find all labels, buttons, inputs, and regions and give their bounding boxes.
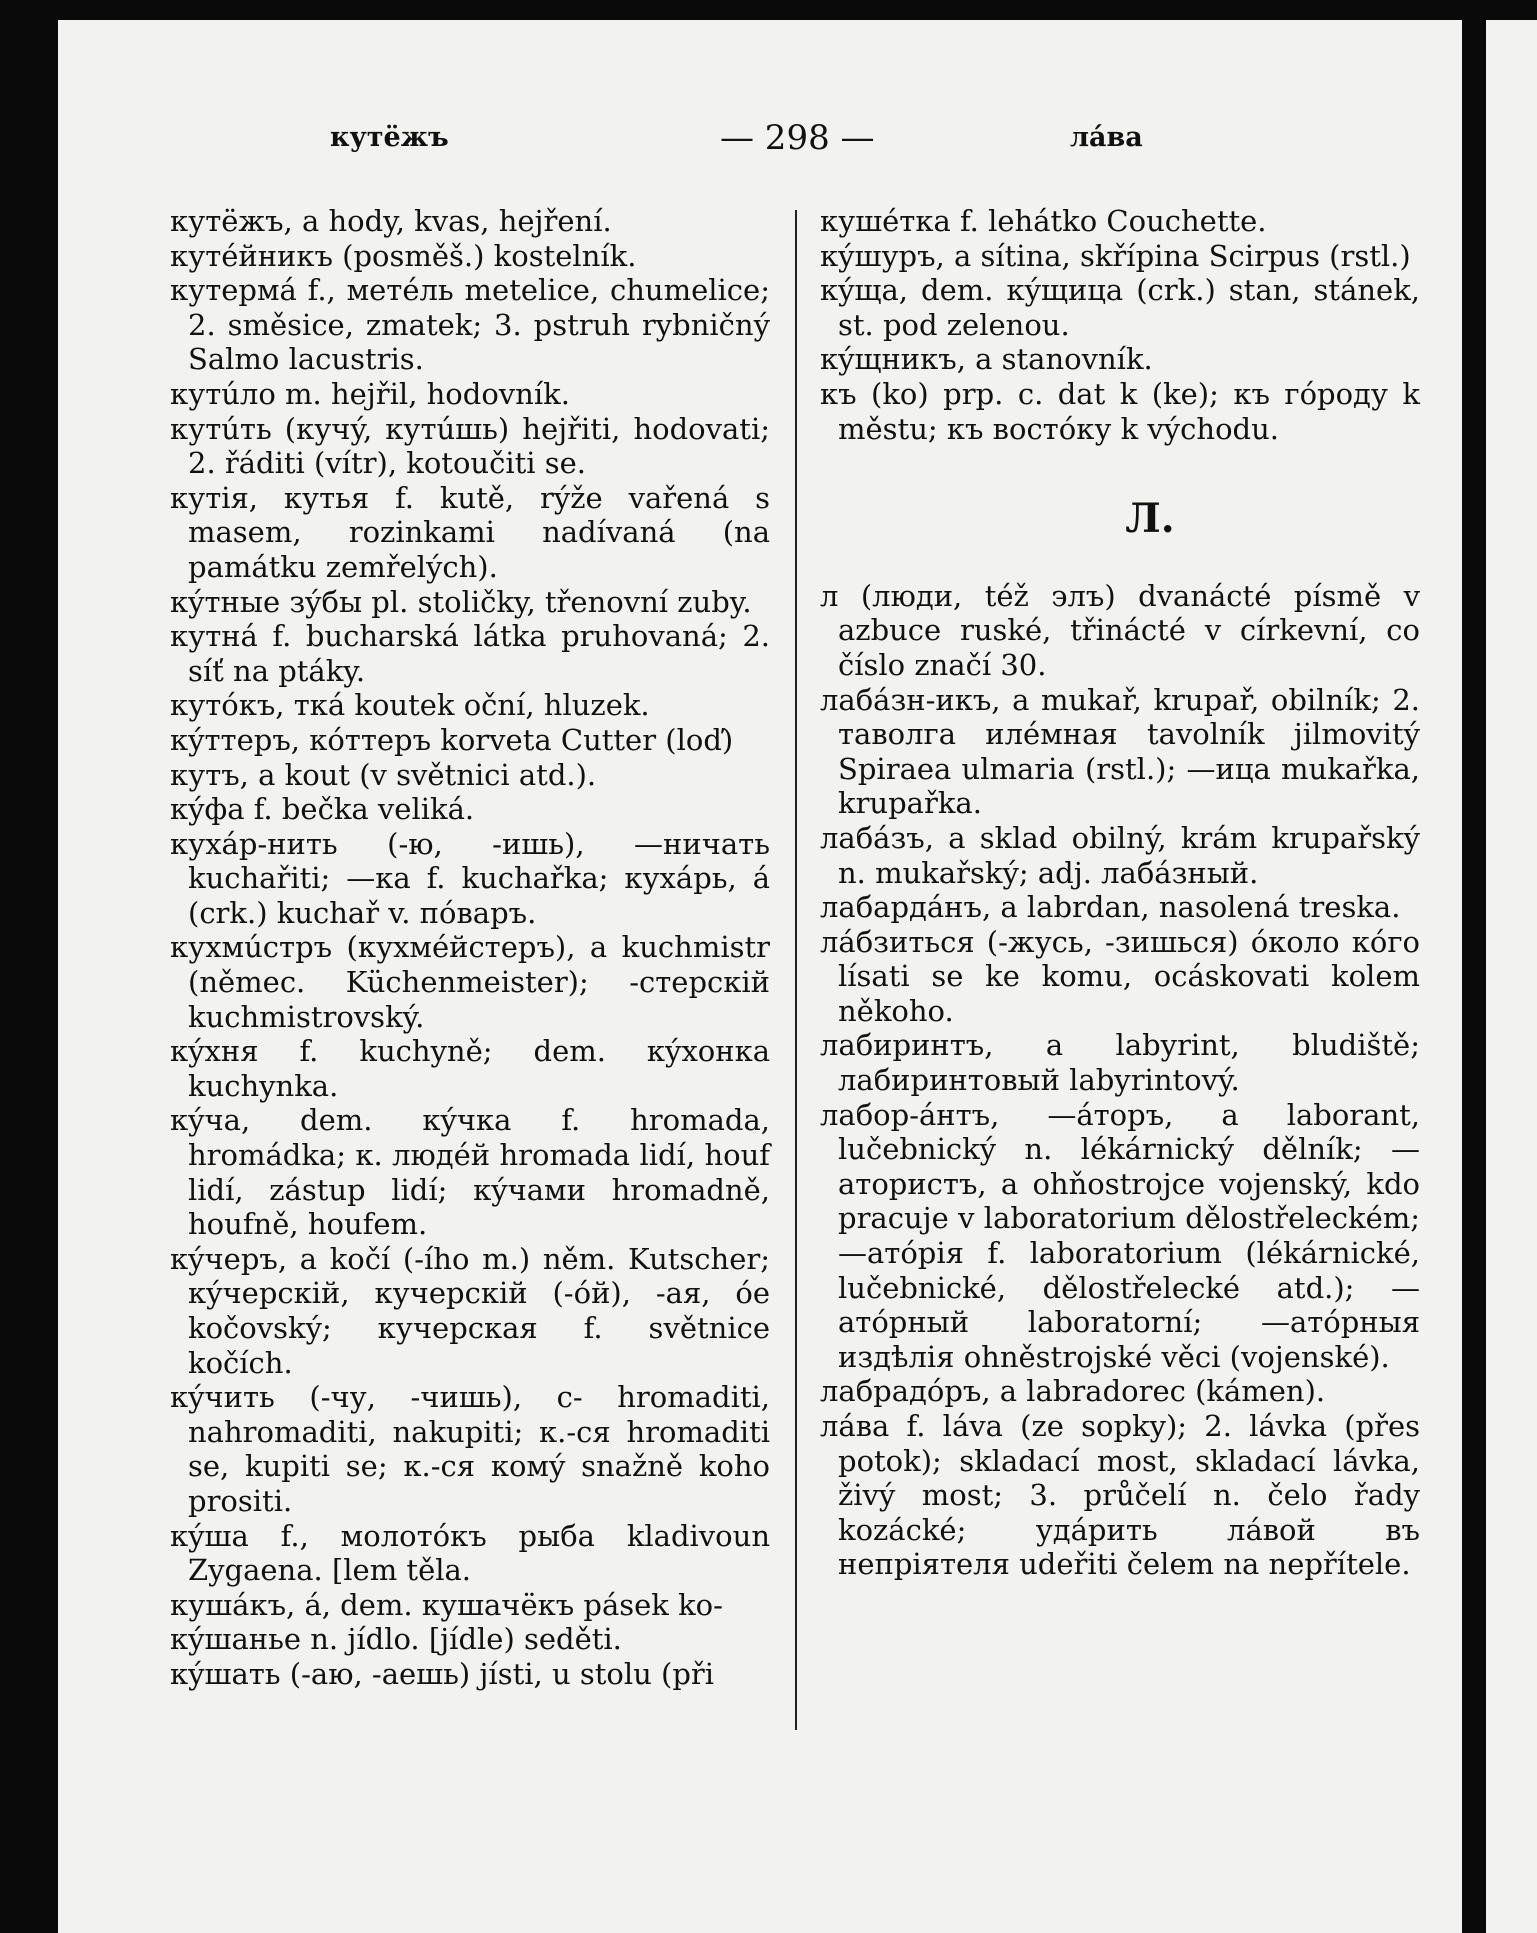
dictionary-entry: кутъ, а kout (v světnici atd.). (170, 757, 597, 792)
dictionary-entry: кутермá f., метéль metelice, chumelice; 2. směsice, zmatek; 3. pstruh rybničný Salmo lacustris. (170, 273, 770, 377)
dictionary-entry: кутúло m. hejřil, hodovník. (170, 376, 570, 411)
dictionary-entry: кýшанье n. jídlo. [jídle) seděti. (170, 1622, 622, 1657)
dictionary-entry: кýфа f. bečka veliká. (170, 792, 475, 827)
dictionary-entry: кутúть (кучý, кутúшь) hejřiti, hodovati; 2. řáditi (vítr), kotoučiti se. (170, 411, 770, 481)
section-letter-heading: Л. (1125, 495, 1175, 543)
dictionary-entry: кухмúстръ (кухмéйстеръ), a kuchmistr (němec. Küchenmeister); -стерскiй kuchmistrovský. (170, 930, 770, 1034)
dictionary-entry: кушéтка f. lehátko Couchette. (820, 204, 1267, 238)
dictionary-entry: лáбзиться (-жусь, -зишься) óколо кóго lísati se ke komu, ocáskovati kolem někoho. (820, 924, 1420, 1028)
dictionary-entry: лабиринтъ, а labyrint, bludiště; лабиринтовый labyrintový. (820, 1028, 1420, 1098)
dictionary-entry: кýщникъ, а stanovník. (820, 342, 1153, 377)
dictionary-entry: кýшать (-аю, -аешь) jísti, u stolu (při (170, 1656, 715, 1691)
dictionary-entry: кýчеръ, а kočí (-ího m.) něm. Kutscher; кýчерскiй, кучерскiй (-óй), -ая, óе kočovský; кучерская f. světnice kočích. (170, 1241, 770, 1380)
header-last-word: лáва (1070, 122, 1143, 153)
dictionary-entry: кýчить (-чу, -чишь), с- hromaditi, nahromaditi, nakupiti; к.-ся hromaditi se, kupiti se; к.-ся комý snažně koho prositi. (170, 1380, 770, 1518)
dictionary-entry: кýча, dem. кýчка f. hromada, hromádka; к. людéй hromada lidí, houf lidí, zástup lidí; кýчами hromadně, houfně, houfem. (170, 1103, 770, 1242)
dictionary-entry: кýшуръ, а sítina, skřípina Scirpus (rstl.) (820, 238, 1411, 273)
running-header (330, 118, 1143, 162)
dictionary-entry: лáва f. láva (ze sopky); 2. lávka (přes potok); skladací most, skladací lávka, živý most; 3. průčelí n. čelo řady kozácké; удáрить лáвой въ непрiятеля udeřiti čelem na nepřítele. (820, 1409, 1420, 1582)
dictionary-entry: кýхня f. kuchyně; dem. кýхонка kuchynka. (170, 1034, 770, 1103)
dictionary-entry: кýща, dem. кýщица (crk.) stan, stánek, st. pod zelenou. (820, 273, 1420, 342)
dictionary-entry: лабор-áнтъ, —áторъ, а laborant, lučebnický n. lékárnický dělník; —атористъ, а ohňostrojce vojenský, kdo pracuje v laboratorium dělostřeleckém; —атóрiя f. laboratorium (lékárnické, lučebnické, dělostřelecké atd.); —атóрный laboratorní; —атóрныя издѣлiя ohněstrojské věci (vojenské). (820, 1097, 1420, 1374)
header-first-word: кутёжъ (330, 122, 449, 153)
dictionary-entry: лабрадóръ, а labradorec (kámen). (820, 1374, 1326, 1409)
dictionary-entry: къ (ko) prp. c. dat k (ke); къ гóроду k městu; къ востóку k východu. (820, 376, 1420, 446)
dictionary-entry: лабáзн-икъ, а mukař, krupař, obilník; 2. таволга илéмная tavolník jilmovitý Spiraea ulmaria (rstl.); —ица mukařka, krupařka. (820, 682, 1420, 821)
dictionary-entry: кушáкъ, á, dem. кушачёкъ pásek ko- (170, 1587, 723, 1622)
dictionary-entry: л (люди, též элъ) dvanácté písmě v azbuce ruské, třinácté v církevní, co číslo značí 30. (820, 578, 1420, 682)
dictionary-entry: лабáзъ, а sklad obilný, krám krupařský n. mukařský; adj. лабáзный. (820, 820, 1420, 890)
left-column (170, 204, 770, 1692)
dictionary-entry: лабардáнъ, а labrdan, nasolená treska. (820, 890, 1401, 925)
dictionary-entry: кýтные зýбы pl. stoličky, třenovní zuby. (170, 584, 752, 619)
right-column (820, 204, 1420, 1582)
adjacent-page-edge (1486, 20, 1537, 1933)
dictionary-entry: кутóкъ, ткá koutek oční, hluzek. (170, 688, 650, 723)
dictionary-entry: кýттеръ, кóттеръ korveta Cutter (loď) (170, 722, 734, 757)
dictionary-entry: кýша f., молотóкъ рыба kladivoun Zygaena. [lem těla. (170, 1518, 770, 1588)
dictionary-entry: кухáр-нить (-ю, -ишь), —ничать kuchařiti; —ка f. kuchařka; кухáрь, á (crk.) kuchař v. пóваръ. (170, 826, 770, 930)
dictionary-entry: кутiя, кутья f. kutě, rýže vařená s masem, rozinkami nadívaná (na památku zemřelých). (170, 480, 770, 584)
dictionary-entry: кутнá f. bucharská látka pruhovaná; 2. síť na ptáky. (170, 619, 770, 688)
dictionary-entry: кутёжъ, а hody, kvas, hejření. (170, 204, 612, 238)
dictionary-entry: кутéйникъ (posměš.) kostelník. (170, 238, 637, 273)
column-divider (795, 210, 797, 1730)
page-number: — 298 — (720, 118, 875, 158)
